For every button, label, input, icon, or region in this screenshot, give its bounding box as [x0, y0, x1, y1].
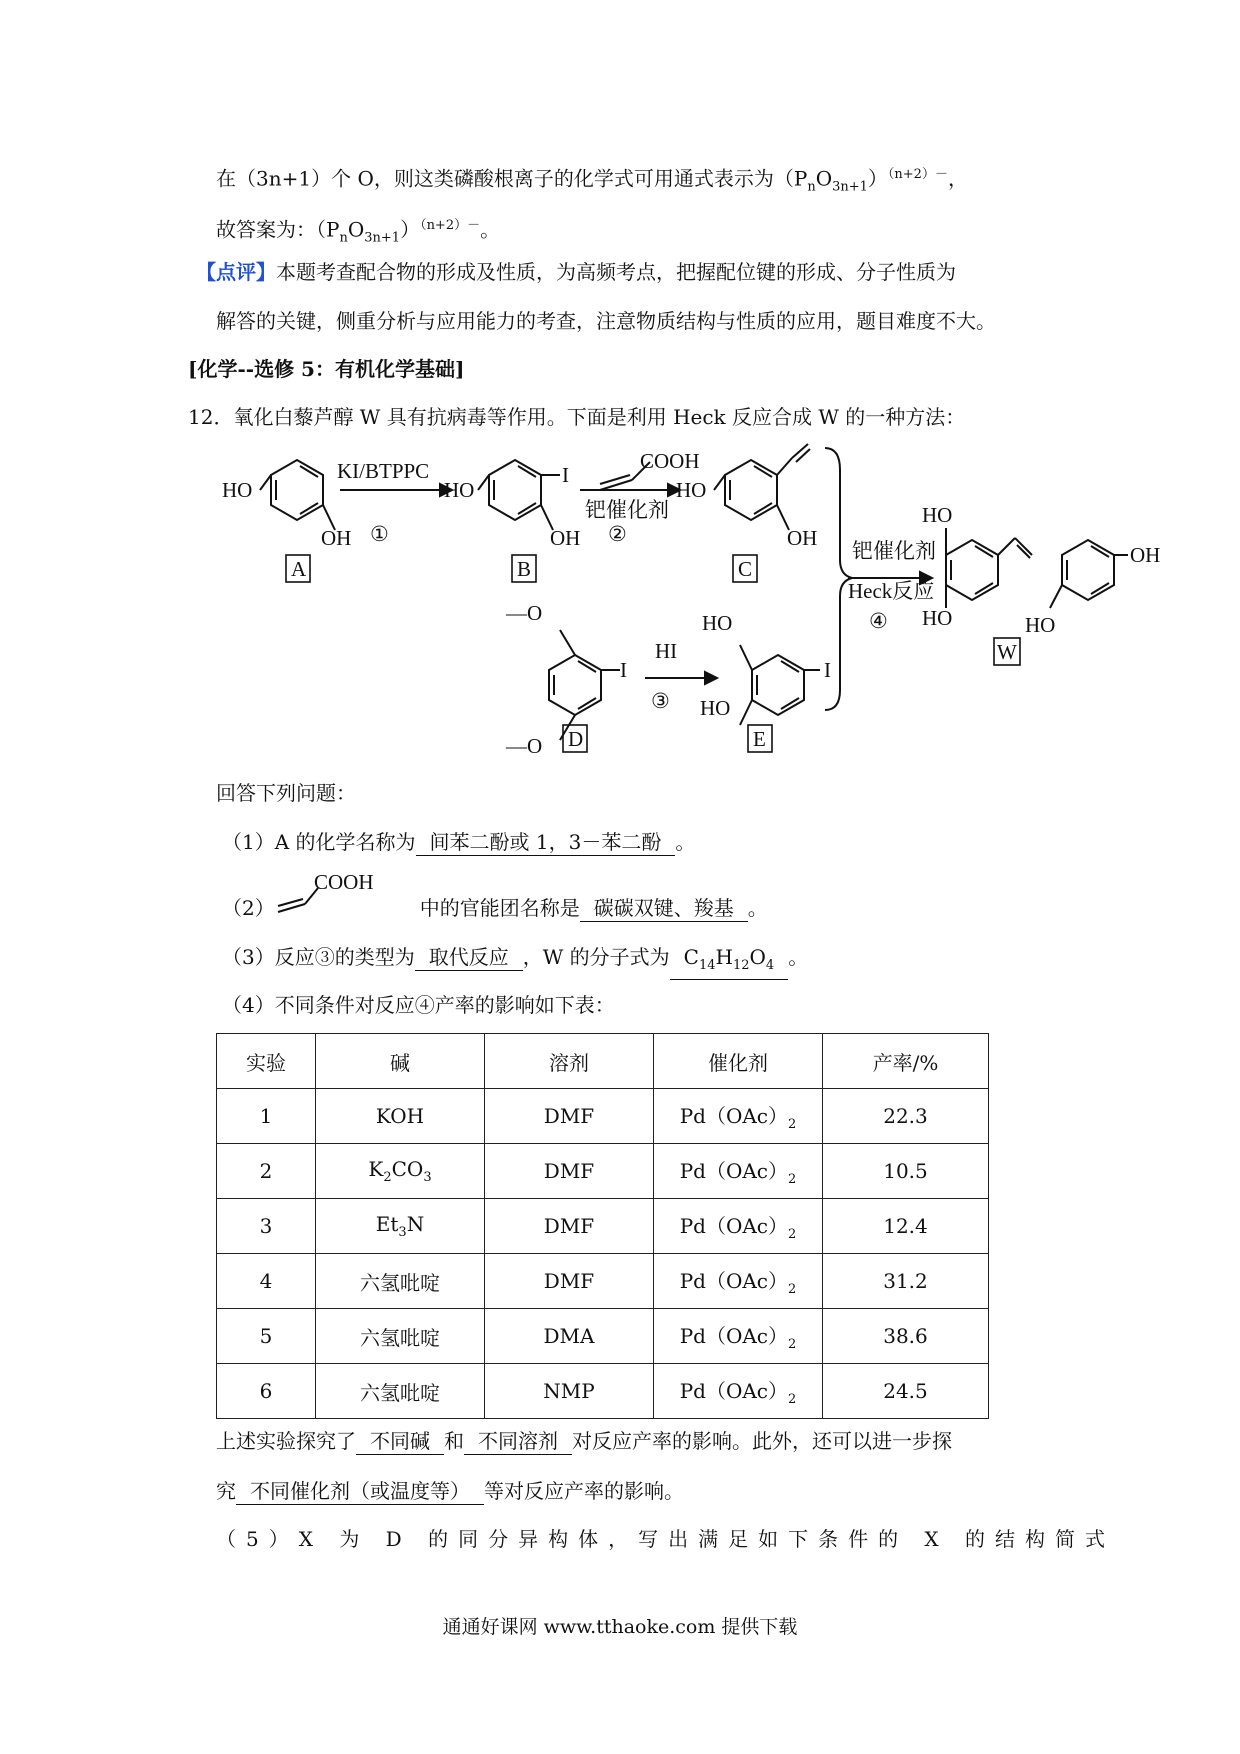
step2-num: ② — [608, 522, 627, 546]
table-header: 溶剂 — [485, 1034, 654, 1089]
e-ho-top: HO — [702, 611, 733, 635]
q4-answer-3: 不同催化剂（或温度等） — [236, 1478, 484, 1505]
q2-struct: COOH — [314, 870, 374, 894]
cell-base: 六氢吡啶 — [316, 1309, 485, 1364]
table-row — [217, 1309, 989, 1364]
e-iodo: I — [824, 658, 831, 682]
label-d: D — [568, 727, 584, 751]
q3-answer-type: 取代反应 — [415, 944, 523, 971]
table-header: 产率/% — [823, 1034, 989, 1089]
cell-yield: 22.3 — [823, 1089, 989, 1144]
cell-cat: $Pd(OAc)_2$ — [654, 1309, 823, 1364]
section-title: [化学--选修 5：有机化学基础] — [188, 357, 465, 381]
cell-solvent: DMA — [485, 1309, 654, 1364]
table-row — [217, 1199, 989, 1254]
cell-yield: 12.4 — [823, 1199, 989, 1254]
cell-solvent: NMP — [485, 1364, 654, 1419]
table-row — [217, 1364, 989, 1419]
cell-yield: 31.2 — [823, 1254, 989, 1309]
step1-num: ① — [370, 522, 389, 546]
step3-reagent: HI — [655, 639, 678, 663]
table-header-row — [217, 1034, 989, 1089]
w-ho-bottom: HO — [922, 606, 953, 630]
cell-cat: $Pd(OAc)_2$ — [654, 1364, 823, 1419]
cell-cat: $Pd(OAc)_2$ — [654, 1089, 823, 1144]
b-iodo: I — [562, 463, 569, 487]
q4: （4）不同条件对反应④产率的影响如下表： — [222, 993, 615, 1017]
step1-reagent: KI/BTPPC — [337, 459, 430, 483]
intro-line-1: 在（3n+1）个 O，则这类磷酸根离子的化学式可用通式表示为$(P_nO_{3n+1})^{(n+2)-}$， — [216, 166, 968, 195]
cell-exp: 3 — [217, 1199, 316, 1254]
prompt: 回答下列问题： — [216, 781, 356, 805]
step2-reagent: COOH — [640, 449, 700, 473]
d-ome-top: —O — [506, 601, 543, 625]
w-ho-right: HO — [1025, 613, 1056, 637]
label-c: C — [738, 557, 753, 581]
cell-exp: 4 — [217, 1254, 316, 1309]
question-stem: 12．氧化白藜芦醇 W 具有抗病毒等作用。下面是利用 Heck 反应合成 W 的一种方法： — [188, 405, 966, 429]
cell-yield: 10.5 — [823, 1144, 989, 1199]
q2: （2） 中的官能团名称是 碳碳双键、羧基 。 — [222, 896, 768, 920]
table-row — [217, 1089, 989, 1144]
cell-base: 六氢吡啶 — [316, 1364, 485, 1419]
cell-base: $Et_3N$ — [316, 1199, 485, 1254]
table-row — [217, 1144, 989, 1199]
label-a: A — [291, 557, 307, 581]
label-b: B — [517, 557, 532, 581]
cell-exp: 5 — [217, 1309, 316, 1364]
step4-cond1: 钯催化剂 — [852, 539, 936, 563]
cell-yield: 38.6 — [823, 1309, 989, 1364]
yield-table — [216, 1033, 989, 1419]
intro-line-2: 故答案为：$(P_nO_{3n+1})^{(n+2)-}$。 — [216, 217, 501, 246]
cell-solvent: DMF — [485, 1199, 654, 1254]
cell-base: 六氢吡啶 — [316, 1254, 485, 1309]
w-ho-top: HO — [922, 503, 953, 527]
a-oh: OH — [321, 526, 352, 550]
comment-tag: 【点评】 — [196, 260, 276, 284]
c-ho: HO — [676, 478, 707, 502]
cell-yield: 24.5 — [823, 1364, 989, 1419]
table-row — [217, 1254, 989, 1309]
table-header: 实验 — [217, 1034, 316, 1089]
cell-solvent: DMF — [485, 1089, 654, 1144]
label-w: W — [997, 640, 1017, 664]
d-iodo: I — [620, 658, 627, 682]
cell-exp: 6 — [217, 1364, 316, 1419]
comment-line-2: 解答的关键，侧重分析与应用能力的考查，注意物质结构与性质的应用，题目难度不大。 — [216, 309, 996, 333]
a-ho: HO — [222, 478, 253, 502]
q1: （1）A 的化学名称为 间苯二酚或 1，3－苯二酚 。 — [222, 830, 696, 854]
b-ho: HO — [444, 478, 475, 502]
label-e: E — [753, 727, 766, 751]
q1-answer: 间苯二酚或 1，3－苯二酚 — [416, 829, 676, 856]
cell-base: $K_2CO_3$ — [316, 1144, 485, 1199]
comment-line-1: 【点评】本题考查配合物的形成及性质，为高频考点，把握配位键的形成、分子性质为 — [196, 260, 956, 284]
q4-conclusion-2: 究 不同催化剂（或温度等） 等对反应产率的影响。 — [216, 1479, 684, 1503]
footer: 通通好课网 www.tthaoke.com 提供下载 — [442, 1616, 798, 1638]
q5: （5）X 为 D 的同分异构体，写出满足如下条件的 X 的结构简式 — [216, 1527, 1116, 1551]
q2-answer: 碳碳双键、羧基 — [580, 895, 748, 922]
cell-exp: 2 — [217, 1144, 316, 1199]
table-header: 催化剂 — [654, 1034, 823, 1089]
cell-solvent: DMF — [485, 1144, 654, 1199]
q4-answer-1: 不同碱 — [356, 1428, 444, 1455]
q4-answer-2: 不同溶剂 — [464, 1428, 572, 1455]
q3: （3）反应③的类型为 取代反应 ，W 的分子式为 $C_{14}H_{12}O_4$ 。 — [222, 942, 808, 980]
cell-solvent: DMF — [485, 1254, 654, 1309]
e-ho-bottom: HO — [700, 696, 731, 720]
q4-conclusion-1: 上述实验探究了 不同碱 和 不同溶剂 对反应产率的影响。此外，还可以进一步探 — [216, 1429, 952, 1453]
b-oh: OH — [550, 526, 581, 550]
table-header: 碱 — [316, 1034, 485, 1089]
cell-exp: 1 — [217, 1089, 316, 1144]
w-oh: OH — [1130, 543, 1161, 567]
q3-answer-formula: $C_{14}H_{12}O_4$ — [670, 944, 789, 980]
step4-cond2: Heck反应 — [848, 579, 935, 603]
cell-cat: $Pd(OAc)_2$ — [654, 1199, 823, 1254]
cell-cat: $Pd(OAc)_2$ — [654, 1144, 823, 1199]
d-ome-bottom: —O — [506, 734, 543, 758]
cell-base: KOH — [316, 1089, 485, 1144]
step3-num: ③ — [651, 689, 670, 713]
c-oh: OH — [787, 526, 818, 550]
step2-cond: 钯催化剂 — [585, 498, 669, 522]
cell-cat: $Pd(OAc)_2$ — [654, 1254, 823, 1309]
step4-num: ④ — [869, 609, 888, 633]
